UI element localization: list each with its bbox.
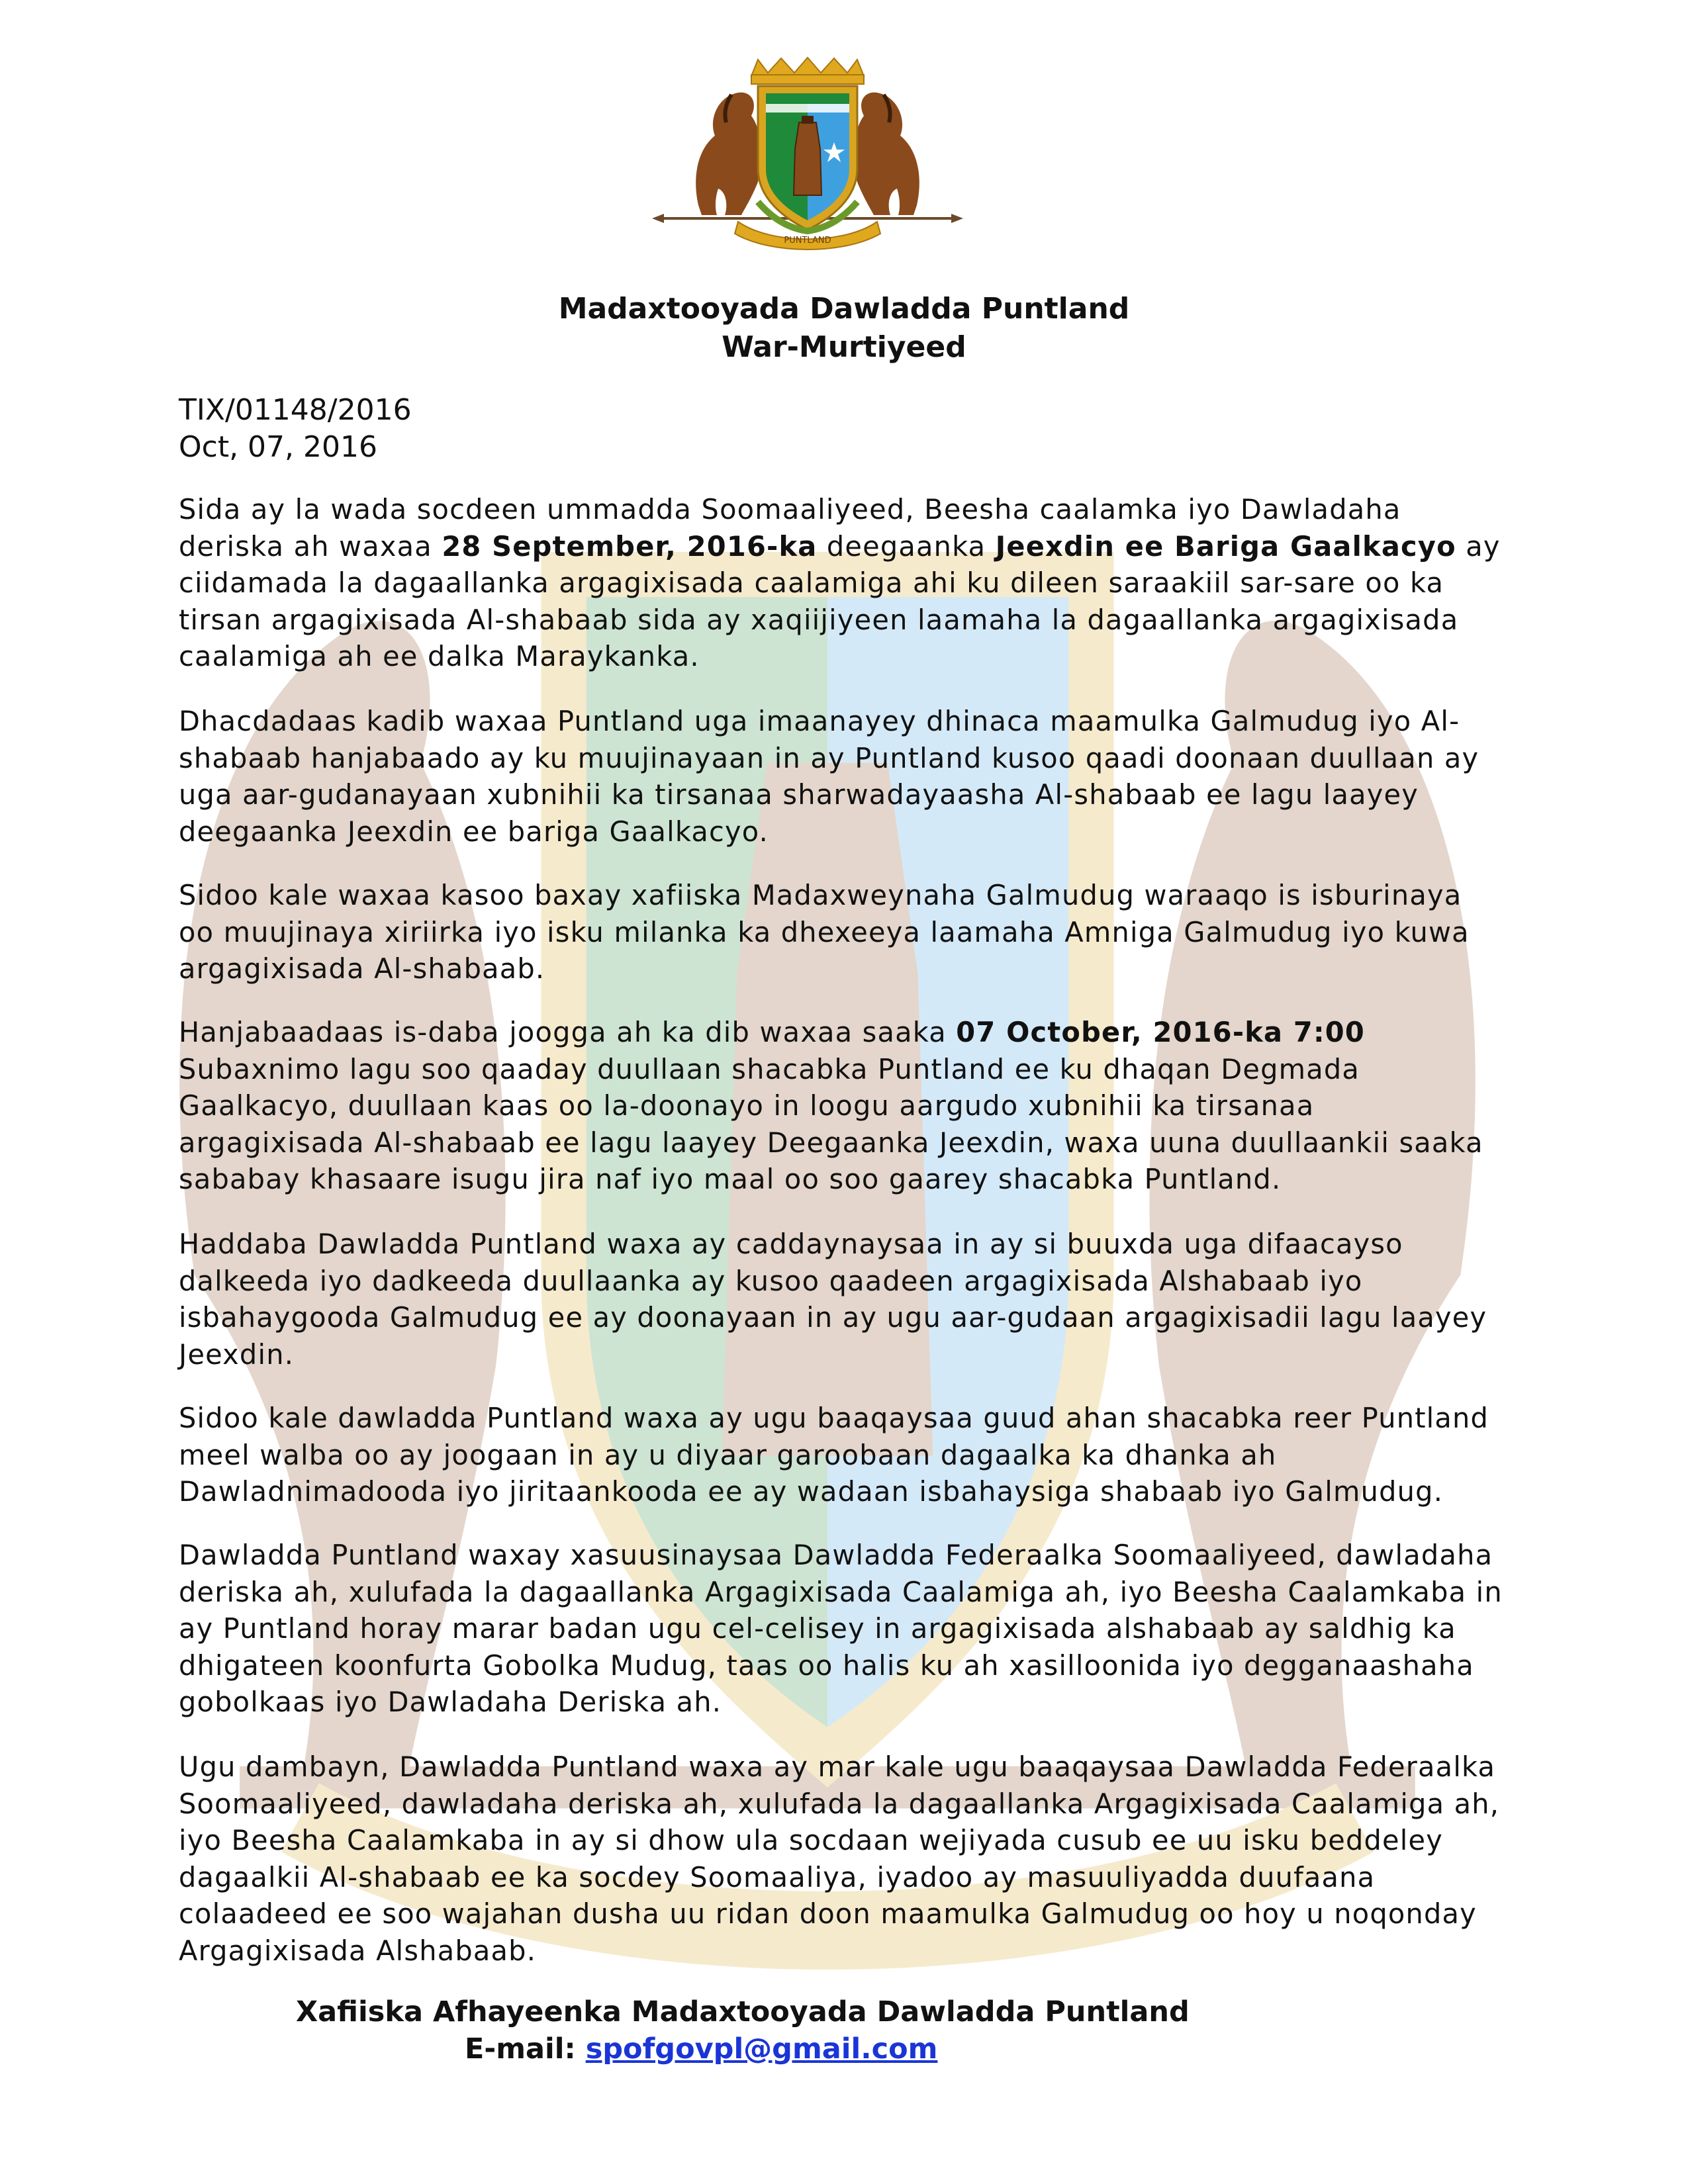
paragraph-5: Haddaba Dawladda Puntland waxa ay caddaynaysaa in ay si buuxda uga difaacayso dalkeeda iyo dadkeeda duullaanka ay kusoo qaadeen argagixisada Alshabaab iyo isbahaygooda Galmudug ee ay doonayaan in ay ugu aar-gudaan argagixisadii lagu laayey Jeexdin. [179,1228,1487,1371]
paragraph-2: Dhacdadaas kadib waxaa Puntland uga imaanayey dhinaca maamulka Galmudug iyo Al-shabaab hanjabaado ay ku muujinayaan in ay Puntland kusoo qaadi doonaan duullaan ay uga aar-gudanayaan xubnihii ka tirsanaa sharwadayaasha Al-shabaab ee lagu laayey deegaanka Jeexdin ee bariga Gaalkacyo. [179,705,1479,848]
page-subtitle: War-Murtiyeed [722,330,966,364]
email-label: E-mail: [465,2032,586,2066]
reference-number: TIX/01148/2016 [179,393,412,427]
page-title: Madaxtooyada Dawladda Puntland [558,292,1130,326]
document-date: Oct, 07, 2016 [179,430,377,464]
signature-email [465,2030,937,2068]
paragraph-1: Sida ay la wada socdeen ummadda Soomaaliyeed, Beesha caalamka iyo Dawladaha deriska ah waxaa 28 September, 2016-ka deegaanka Jeexdin ee Bariga Gaalkacyo ay ciidamada la dagaallanka argagixisada caalamiga ahi ku dileen saraakiil sar-sare oo ka tirsan argagixisada Al-shabaab sida ay xaqiijiyeen laamaha la dagaallanka argagixisada caalamiga ah ee dalka Maraykanka. [179,493,1501,672]
svg-text:PUNTLAND: PUNTLAND [784,236,831,246]
paragraph-6: Sidoo kale dawladda Puntland waxa ay ugu baaqaysaa guud ahan shacabka reer Puntland meel walba oo ay joogaan in ay u diyaar garoobaan dagaalka ka dhanka ah Dawladnimadooda iyo jiritaankooda ee ay wadaan isbahaysiga shabaab iyo Galmudug. [179,1402,1489,1508]
paragraph-7: Dawladda Puntland waxay xasuusinaysaa Dawladda Federaalka Soomaaliyeed, dawladaha deriska ah, xulufada la dagaallanka Argagixisada Caalamiga ah, iyo Beesha Caalamkaba in ay Puntland horay marar badan ugu cel-celisey in argagixisada alshabaab ay saldhig ka dhigateen koonfurta Gobolka Mudug, taas oo halis ku ah xasilloonida iyo degganaashaha gobolkaas iyo Dawladaha Deriska ah. [179,1539,1503,1718]
signature-office: Xafiiska Afhayeenka Madaxtooyada Dawladda Puntland [296,1995,1190,2028]
email-link[interactable]: spofgovpl@gmail.com [585,2032,938,2066]
paragraph-4: Hanjabaadaas is-daba joogga ah ka dib waxaa saaka 07 October, 2016-ka 7:00 Subaxnimo lagu soo qaaday duullaan shacabka Puntland ee ku dhaqan Degmada Gaalkacyo, duullaan kaas oo la-doonayo in loogu aargudo xubnihii ka tirsanaa argagixisada Al-shabaab ee lagu laayey Deegaanka Jeexdin, waxa uuna duullaankii saaka sababay khasaare isugu jira naf iyo maal oo soo gaarey shacabka Puntland. [179,1016,1483,1195]
coat-of-arms-logo [652,56,963,255]
paragraph-3: Sidoo kale waxaa kasoo baxay xafiiska Madaxweynaha Galmudug waraaqo is isburinaya oo muujinaya xiriirka iyo isku milanka ka dhexeeya laamaha Amniga Galmudug iyo kuwa argagixisada Al-shabaab. [179,879,1470,985]
paragraph-8: Ugu dambayn, Dawladda Puntland waxa ay mar kale ugu baaqaysaa Dawladda Federaalka Soomaaliyeed, dawladaha deriska ah, xulufada la dagaallanka Argagixisada Caalamiga ah, iyo Beesha Caalamkaba in ay si dhow ula socdaan wejiyada cusub ee uu isku beddeley dagaalkii Al-shabaab ee ka socdey Soomaaliya, iyadoo ay masuuliyadda duufaana colaadeed ee soo wajahan dusha uu ridan doon maamulka Galmudug oo hoy u noqonday Argagixisada Alshabaab. [179,1751,1500,1967]
